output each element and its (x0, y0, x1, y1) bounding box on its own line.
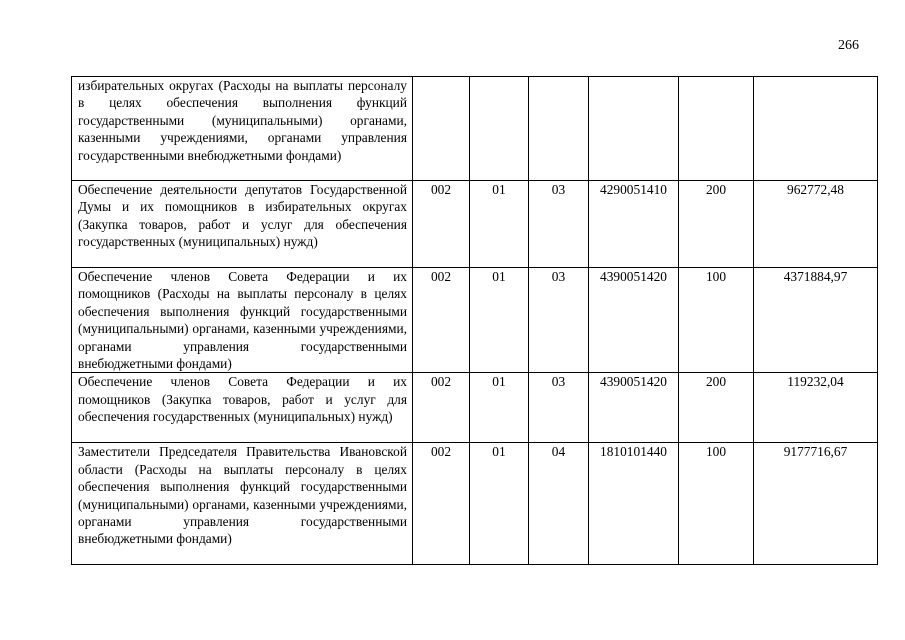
page-number: 266 (838, 38, 859, 53)
row-amount: 9177716,67 (754, 443, 878, 565)
row-subsection-code: 03 (529, 268, 589, 373)
table-row (72, 443, 878, 565)
table-row (72, 77, 878, 181)
row-section-code: 01 (470, 181, 529, 268)
row-target-code: 4390051420 (589, 373, 679, 443)
row-description: Заместители Председателя Правительства Ивановской области (Расходы на выплаты персоналу в целях обеспечения выполнения функций государственными (муниципальными) органами, казенными учреждениями, органами управления государственными внебюджетными фондами) (72, 443, 413, 565)
row-ministry-code: 002 (413, 443, 470, 565)
row-amount (754, 77, 878, 181)
row-section-code (470, 77, 529, 181)
row-expense-type: 100 (679, 443, 754, 565)
row-section-code: 01 (470, 268, 529, 373)
row-expense-type: 100 (679, 268, 754, 373)
table-row (72, 373, 878, 443)
row-subsection-code: 03 (529, 181, 589, 268)
budget-table (71, 76, 878, 565)
table-row (72, 268, 878, 373)
row-description: Обеспечение членов Совета Федерации и их помощников (Расходы на выплаты персоналу в целях обеспечения выполнения функций государственными (муниципальными) органами, казенными учреждениями, органами управления государственными внебюджетными фондами) (72, 268, 413, 373)
row-amount: 962772,48 (754, 181, 878, 268)
row-subsection-code (529, 77, 589, 181)
table-row (72, 181, 878, 268)
row-ministry-code: 002 (413, 181, 470, 268)
row-expense-type: 200 (679, 373, 754, 443)
row-amount: 119232,04 (754, 373, 878, 443)
row-subsection-code: 04 (529, 443, 589, 565)
row-description: избирательных округах (Расходы на выплаты персоналу в целях обеспечения выполнения функций государственными (муниципальными) органами, казенными учреждениями, органами управления государственными внебюджетными фондами) (72, 77, 413, 181)
row-target-code: 4390051420 (589, 268, 679, 373)
row-ministry-code: 002 (413, 268, 470, 373)
row-description: Обеспечение членов Совета Федерации и их помощников (Закупка товаров, работ и услуг для обеспечения государственных (муниципальных) нужд) (72, 373, 413, 443)
row-subsection-code: 03 (529, 373, 589, 443)
row-section-code: 01 (470, 373, 529, 443)
row-section-code: 01 (470, 443, 529, 565)
row-description: Обеспечение деятельности депутатов Государственной Думы и их помощников в избирательных округах (Закупка товаров, работ и услуг для обеспечения государственных (муниципальных) нужд) (72, 181, 413, 268)
row-expense-type (679, 77, 754, 181)
row-expense-type: 200 (679, 181, 754, 268)
row-ministry-code: 002 (413, 373, 470, 443)
row-amount: 4371884,97 (754, 268, 878, 373)
row-target-code: 1810101440 (589, 443, 679, 565)
row-ministry-code (413, 77, 470, 181)
row-target-code: 4290051410 (589, 181, 679, 268)
row-target-code (589, 77, 679, 181)
